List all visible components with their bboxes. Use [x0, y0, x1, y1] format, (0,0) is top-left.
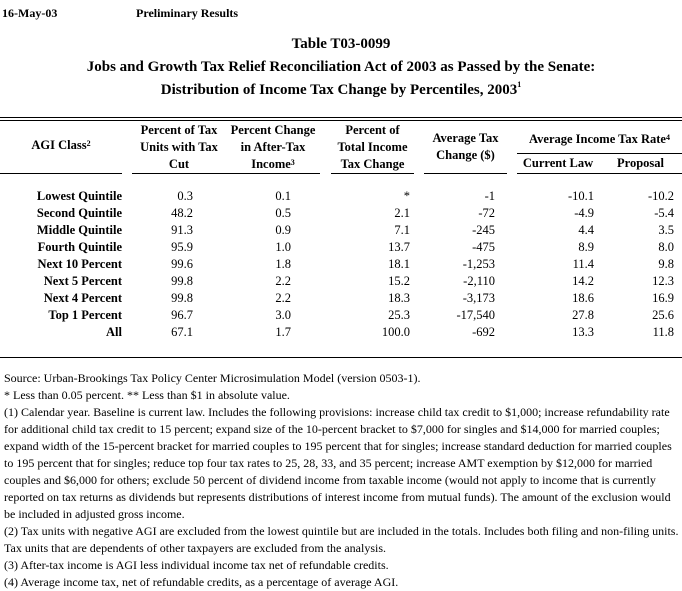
- cell-pct-change-after-tax: 0.9: [275, 223, 291, 237]
- row-label: Next 5 Percent: [43, 274, 122, 288]
- header-underline: [0, 173, 122, 174]
- cell-pct-total-change: 100.0: [381, 325, 410, 339]
- footnote-3: (3) After-tax income is AGI less individual income tax net of refundable credits.: [4, 558, 389, 572]
- cell-pct-total-change: 18.3: [388, 291, 410, 305]
- col-header-proposal: Proposal: [617, 156, 664, 170]
- cell-current-law: 14.2: [572, 274, 594, 288]
- cell-pct-change-after-tax: 1.0: [275, 240, 291, 254]
- cell-pct-units-cut: 95.9: [171, 240, 193, 254]
- cell-current-law: 13.3: [572, 325, 594, 339]
- col-header-pct-change-after-tax: Percent Change in After-Tax Income$^3$: [230, 123, 316, 171]
- cell-pct-total-change: 2.1: [394, 206, 410, 220]
- footnote-1: (1) Calendar year. Baseline is current law. Includes the following provisions: increase child tax credit to $1,000; increase refundability rate for additional child tax credit to 15 percent; expand size of the 10-percent bracket to $7,000 for singles and $14,000 for married couples; expand width of the 15-percent bracket for married couples to 195 percent that for singles; increase standard deduction for married couples to 195 percent that for singles; reduce top four tax rates to 25, 28, 33, and 35 percent; increase AMT exemption by $12,000 for married couples and $6,000 for others; exclude 50 percent of dividend income from taxable income (would not apply to income that is currently reported on tax returns as dividends but represents distributions of interest income from mutual funds). The amount of the exclusion would be included in adjusted gross income.: [4, 405, 672, 521]
- cell-pct-total-change: 13.7: [388, 240, 410, 254]
- cell-current-law: 18.6: [572, 291, 594, 305]
- header-underline: [424, 173, 507, 174]
- cell-current-law: 11.4: [572, 257, 594, 271]
- cell-pct-total-change: *: [403, 189, 410, 203]
- cell-pct-change-after-tax: 2.2: [275, 274, 291, 288]
- title-footnote-ref: 1: [517, 80, 522, 89]
- source-note: Source: Urban-Brookings Tax Policy Center Microsimulation Model (version 0503-1).: [4, 371, 421, 385]
- table-row-total: [0, 325, 682, 342]
- row-label: Next 10 Percent: [37, 257, 122, 271]
- top-rule-2: [0, 120, 682, 121]
- col-header-pct-total-change: Percent of Total Income Tax Change: [337, 123, 408, 171]
- row-label: All: [106, 325, 122, 339]
- cell-pct-units-cut: 0.3: [177, 189, 193, 203]
- cell-proposal: 9.8: [658, 257, 674, 271]
- table-row: [0, 257, 682, 274]
- cell-pct-units-cut: 48.2: [171, 206, 193, 220]
- footnote-2: (2) Tax units with negative AGI are excluded from the lowest quintile but are included in the totals. Includes both filing and non-filing units. Tax units that are dependents of other taxpayers are excluded from the analysis.: [4, 524, 679, 555]
- cell-avg-tax-change: -17,540: [456, 308, 495, 322]
- cell-avg-tax-change: -245: [472, 223, 495, 237]
- header-underline: [132, 173, 320, 174]
- row-label: Lowest Quintile: [36, 189, 122, 203]
- col-header-avg-rate-group: Average Income Tax Rate$^4$: [529, 132, 670, 146]
- cell-pct-total-change: 7.1: [394, 223, 410, 237]
- title-text: Distribution of Income Tax Change by Percentiles, 2003: [160, 82, 518, 98]
- cell-avg-tax-change: -692: [472, 325, 495, 339]
- cell-pct-change-after-tax: 1.8: [275, 257, 291, 271]
- table-row: [0, 206, 682, 223]
- footnotes: [4, 370, 680, 591]
- table-row: [0, 189, 682, 206]
- cell-proposal: 12.3: [652, 274, 674, 288]
- cell-current-law: 4.4: [578, 223, 594, 237]
- cell-pct-total-change: 18.1: [388, 257, 410, 271]
- cell-pct-change-after-tax: 0.5: [275, 206, 291, 220]
- cell-pct-total-change: 15.2: [388, 274, 410, 288]
- cell-avg-tax-change: -72: [478, 206, 495, 220]
- header-underline: [331, 173, 414, 174]
- header-underline: [517, 173, 682, 174]
- cell-proposal: -5.4: [654, 206, 674, 220]
- cell-avg-tax-change: -3,173: [462, 291, 495, 305]
- cell-avg-tax-change: -475: [472, 240, 495, 254]
- symbol-legend: * Less than 0.05 percent. ** Less than $1 in absolute value.: [4, 388, 290, 402]
- cell-current-law: -10.1: [567, 189, 594, 203]
- table-row: [0, 223, 682, 240]
- col-header-avg-tax-change: Average Tax Change ($): [432, 131, 499, 162]
- cell-current-law: 27.8: [572, 308, 594, 322]
- cell-pct-change-after-tax: 3.0: [275, 308, 291, 322]
- row-label: Next 4 Percent: [43, 291, 122, 305]
- table-row: [0, 274, 682, 291]
- cell-pct-units-cut: 99.8: [171, 291, 193, 305]
- cell-pct-units-cut: 91.3: [171, 223, 193, 237]
- cell-proposal: -10.2: [647, 189, 674, 203]
- col-header-current-law: Current Law: [522, 156, 594, 170]
- cell-proposal: 16.9: [652, 291, 674, 305]
- cell-current-law: -4.9: [574, 206, 594, 220]
- cell-proposal: 11.8: [652, 325, 674, 339]
- row-label: Middle Quintile: [36, 223, 122, 237]
- cell-avg-tax-change: -2,110: [463, 274, 495, 288]
- cell-pct-units-cut: 99.8: [171, 274, 193, 288]
- cell-pct-units-cut: 99.6: [171, 257, 193, 271]
- col-header-agi-class: AGI Class$^2$: [31, 138, 91, 152]
- report-status: Preliminary Results: [136, 6, 239, 20]
- group-rule: [517, 153, 682, 154]
- row-label: Top 1 Percent: [48, 308, 122, 322]
- report-date: 16-May-03: [2, 6, 58, 20]
- bottom-rule: [0, 357, 682, 358]
- row-label: Second Quintile: [36, 206, 122, 220]
- table-id: Table T03-0099: [291, 36, 391, 52]
- cell-pct-total-change: 25.3: [388, 308, 410, 322]
- footnote-4: (4) Average income tax, net of refundable credits, as a percentage of average AGI.: [4, 575, 399, 589]
- cell-pct-change-after-tax: 1.7: [275, 325, 291, 339]
- cell-pct-change-after-tax: 0.1: [275, 189, 291, 203]
- table-row: [0, 240, 682, 257]
- table-row: [0, 308, 682, 325]
- cell-pct-change-after-tax: 2.2: [275, 291, 291, 305]
- table-row: [0, 291, 682, 308]
- cell-avg-tax-change: -1,253: [462, 257, 495, 271]
- col-header-pct-units-cut: Percent of Tax Units with Tax Cut: [140, 123, 218, 171]
- row-label: Fourth Quintile: [37, 240, 122, 254]
- table-title-line1: Jobs and Growth Tax Relief Reconciliation Act of 2003 as Passed by the Senate:: [86, 59, 596, 75]
- cell-current-law: 8.9: [578, 240, 594, 254]
- cell-proposal: 8.0: [658, 240, 674, 254]
- cell-pct-units-cut: 96.7: [171, 308, 193, 322]
- cell-avg-tax-change: -1: [484, 189, 495, 203]
- table-title-line2: [0, 82, 682, 99]
- cell-proposal: 3.5: [658, 223, 674, 237]
- top-rule: [0, 117, 682, 118]
- cell-proposal: 25.6: [652, 308, 674, 322]
- cell-pct-units-cut: 67.1: [171, 325, 193, 339]
